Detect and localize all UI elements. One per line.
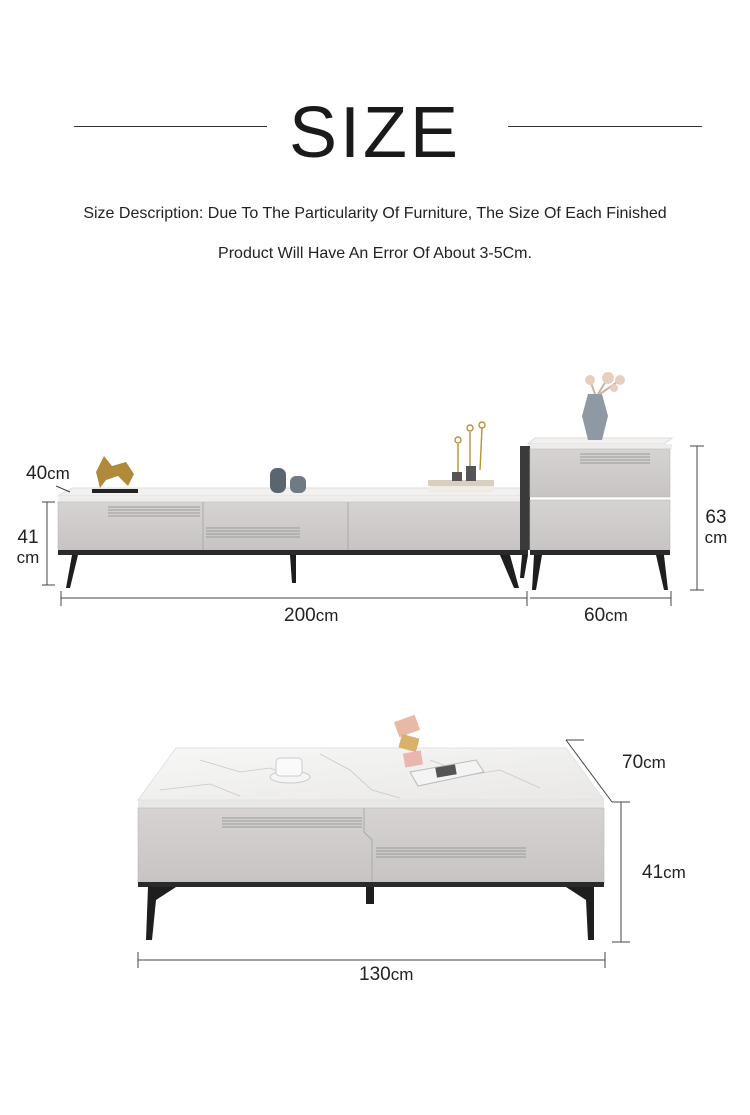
- coffee-length-unit: cm: [390, 965, 414, 984]
- tv-depth-unit: cm: [47, 464, 70, 483]
- side-length-unit: cm: [605, 606, 628, 625]
- page-title: SIZE: [288, 93, 462, 173]
- coffee-height-unit: cm: [663, 863, 686, 882]
- side-height-unit: cm: [704, 528, 728, 547]
- side-length-value: 60: [584, 605, 606, 626]
- coffee-table-height-label: [642, 862, 686, 884]
- tv-depth-value: 40: [26, 463, 48, 484]
- coffee-length-value: 130: [359, 964, 391, 985]
- tv-cabinet-length-label: [284, 605, 338, 627]
- side-cabinet: [520, 372, 672, 590]
- tv-length-value: 200: [284, 605, 316, 626]
- tv-length-unit: cm: [315, 606, 339, 625]
- side-cabinet-length-label: [584, 605, 628, 627]
- side-height-value: 63: [705, 507, 727, 528]
- tv-height-value: 41: [17, 527, 39, 548]
- coffee-table: [138, 715, 604, 940]
- size-description-line-2: Product Will Have An Error Of About 3-5Cm.: [218, 245, 532, 262]
- coffee-depth-unit: cm: [643, 753, 666, 772]
- tv-height-unit: cm: [16, 548, 40, 567]
- tv-cabinet-height-label: [15, 528, 41, 568]
- tv-cabinet: [58, 422, 528, 588]
- coffee-table-length-label: [359, 964, 413, 986]
- tv-cabinet-depth-label: [26, 463, 70, 485]
- coffee-height-value: 41: [642, 862, 664, 883]
- coffee-table-depth-label: [622, 752, 666, 774]
- size-description-line-1: Size Description: Due To The Particularity Of Furniture, The Size Of Each Finished: [83, 205, 667, 222]
- side-cabinet-height-label: [702, 508, 730, 548]
- coffee-depth-value: 70: [622, 752, 644, 773]
